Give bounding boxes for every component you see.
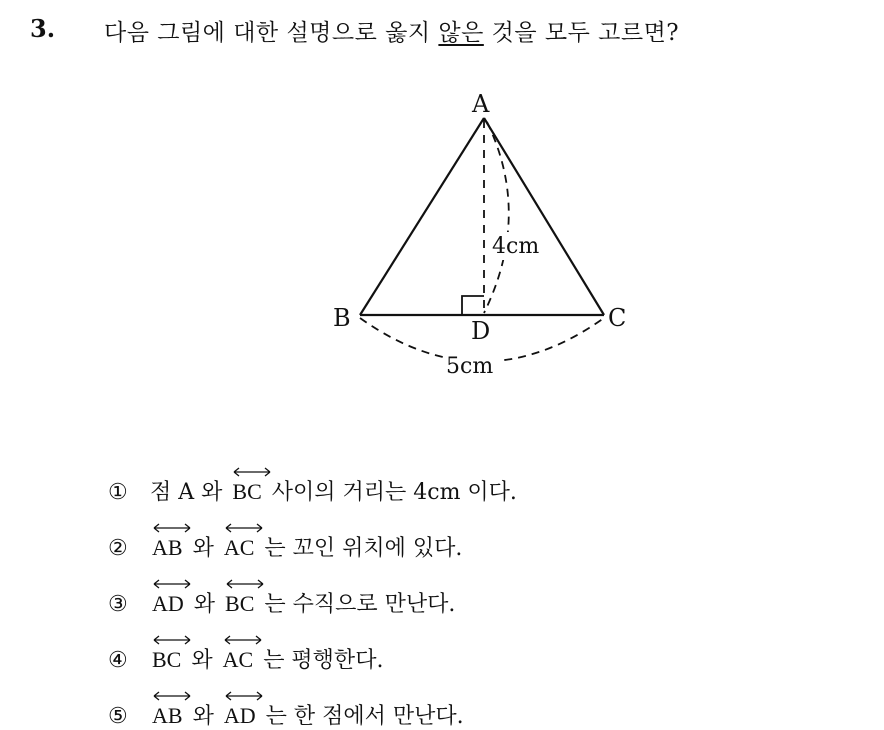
double-arrow-icon (152, 579, 192, 589)
choice-2-number: ② (108, 536, 128, 561)
choice-1-line-bc (232, 479, 261, 505)
choice-1-post-text: 사이의 거리는 4cm 이다. (271, 480, 517, 505)
double-arrow-icon (224, 523, 264, 533)
height-label: 4cm (492, 234, 540, 259)
choice-1-pre-text: 점 A 와 (150, 480, 223, 505)
double-arrow-icon (152, 635, 192, 645)
choice-2-line-ac (224, 535, 255, 561)
double-arrow-icon (223, 635, 263, 645)
double-arrow-icon (225, 579, 265, 589)
vertex-label-b: B (333, 304, 351, 332)
side-ab (360, 118, 484, 315)
choice-4-line-bc (152, 647, 181, 673)
question-text-after: 것을 모두 고르면? (483, 20, 680, 46)
choice-4-line-ac (223, 647, 254, 673)
choice-4 (108, 643, 383, 674)
double-arrow-icon (152, 523, 192, 533)
vertex-label-c: C (608, 304, 627, 332)
choice-4-number: ④ (108, 648, 128, 673)
choice-2-line-ab-label: AB (152, 535, 183, 560)
choice-2 (108, 531, 462, 562)
vertex-label-a: A (472, 90, 490, 118)
choice-2-line-ac-label: AC (223, 535, 255, 560)
choice-5-mid-text: 와 (192, 704, 214, 729)
choice-3-line-ad-label: AD (152, 591, 184, 616)
choice-4-line-bc-label: BC (152, 647, 182, 672)
choice-5-number: ⑤ (108, 704, 128, 729)
double-arrow-icon (224, 691, 264, 701)
double-arrow-icon (232, 467, 272, 477)
choice-3-post-text: 는 수직으로 만난다. (264, 592, 456, 617)
point-label-d: D (471, 317, 491, 345)
choice-5 (108, 699, 464, 730)
choice-5-line-ab-label: AB (152, 703, 183, 728)
choice-1-number: ① (108, 480, 128, 505)
choice-1-line-bc-label: BC (232, 479, 262, 504)
choice-5-line-ad (224, 703, 256, 729)
choice-5-line-ab (152, 703, 183, 729)
question-text-before: 다음 그림에 대한 설명으로 옳지 (104, 20, 439, 46)
side-ac (484, 118, 604, 315)
choice-3-mid-text: 와 (193, 592, 216, 617)
choice-3-line-bc (225, 591, 254, 617)
choice-4-post-text: 는 평행한다. (263, 648, 384, 673)
choice-2-mid-text: 와 (192, 536, 214, 561)
choice-2-line-ab (152, 535, 183, 561)
choice-5-post-text: 는 한 점에서 만난다. (265, 704, 464, 729)
choice-4-mid-text: 와 (191, 648, 213, 673)
choice-1 (108, 475, 517, 506)
choice-3-line-ad (152, 591, 184, 617)
question-number: 3. (30, 14, 56, 43)
question-underlined-word: 않은 (438, 20, 484, 46)
double-arrow-icon (152, 691, 192, 701)
choice-5-line-ad-label: AD (223, 703, 256, 728)
choice-3-line-bc-label: BC (225, 591, 255, 616)
choice-2-post-text: 는 꼬인 위치에 있다. (264, 536, 463, 561)
right-angle-mark (462, 296, 484, 315)
choice-4-line-ac-label: AC (222, 647, 254, 672)
choice-3-number: ③ (108, 592, 128, 617)
base-label: 5cm (446, 354, 494, 379)
choice-3 (108, 587, 455, 618)
